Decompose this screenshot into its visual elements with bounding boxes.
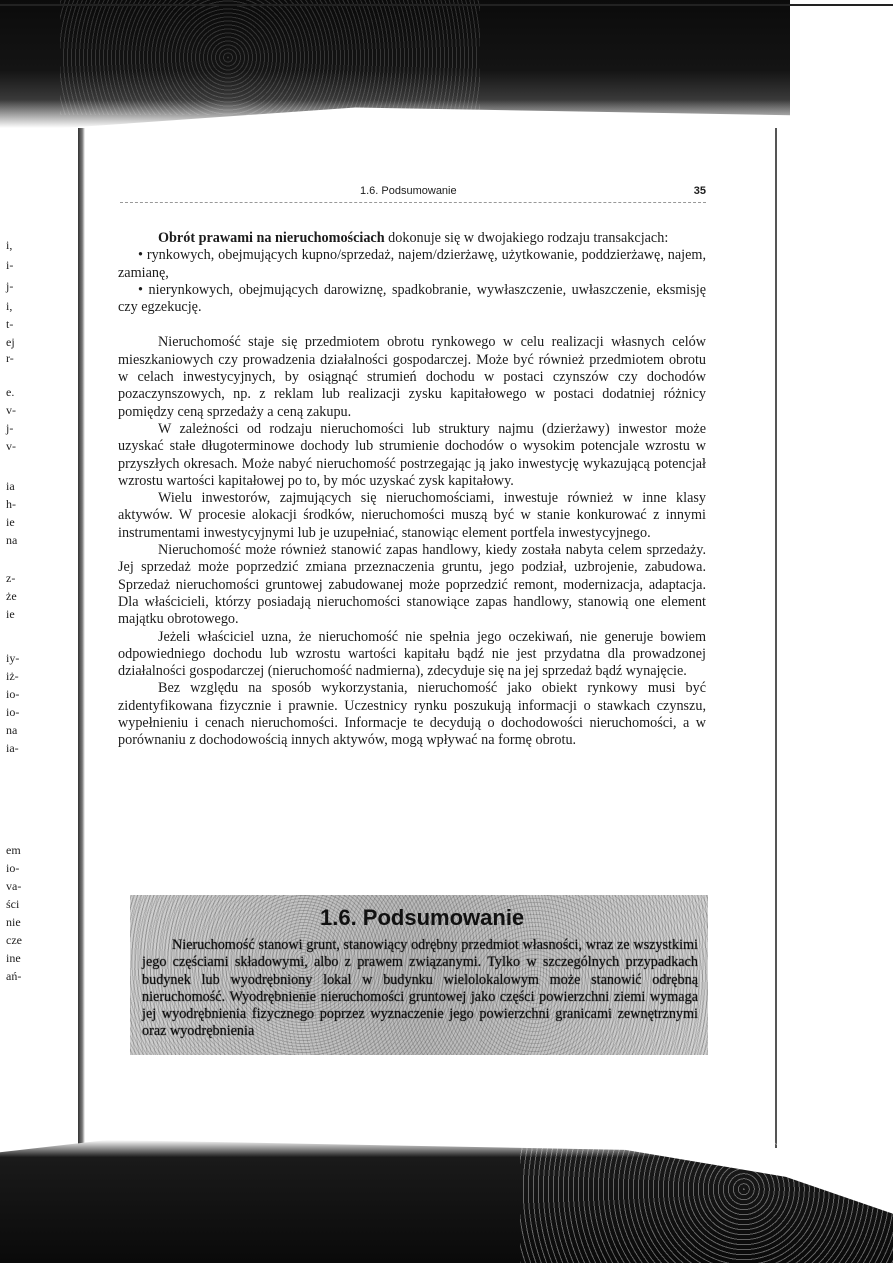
paragraph: Bez względu na sposób wykorzystania, nieruchomość jako obiekt rynkowy musi być zidentyfikowana fizycznie i prawnie. Uczestnicy rynku poszukują informacji o stawkach czynszu, wypełnieniu i cenach nieruchomości. Informacje te decydują o dochodowości nieruchomości, a w porównaniu z dochodowością innych aktywów, mogą wpływać na formę obrotu. xyxy=(118,680,706,749)
paragraph: Nieruchomość może również stanowić zapas handlowy, kiedy została nabyta celem sprzedaży. Jej sprzedaż może poprzedzić zmiana przeznaczenia gruntu, jego podział, uzbrojenie, zabudowa. Sprzedaż nieruchomości gruntowej zabudowanej może poprzedzić remont, modernizacja, adaptacja. Dla właścicieli, którzy posiadają nieruchomości stanowiące zapas handlowy, stanowią one element majątku obrotowego. xyxy=(118,542,706,628)
margin-fragment: io- xyxy=(6,687,20,701)
margin-fragment: na xyxy=(6,533,18,547)
margin-fragment: io- xyxy=(6,861,20,875)
margin-fragment: że xyxy=(6,589,17,603)
margin-fragment: na xyxy=(6,723,18,737)
bullet-item: • nierynkowych, obejmujących darowiznę, spadkobranie, wywłaszczenie, uwłaszczenie, eksmisję czy egzekucję. xyxy=(118,281,706,316)
book-spine-shadow xyxy=(78,128,85,1148)
bold-lead: Obrót prawami na nieruchomościach xyxy=(158,230,385,246)
margin-fragment: ie xyxy=(6,515,15,529)
bullet-item: • rynkowych, obejmujących kupno/sprzedaż, najem/dzierżawę, użytkowanie, poddzierżawę, najem, zamianę, xyxy=(118,247,706,281)
margin-fragment: h- xyxy=(6,497,16,511)
running-header-title: 1.6. Podsumowanie xyxy=(360,185,457,197)
margin-fragment: ej xyxy=(6,335,15,349)
margin-fragment: ine xyxy=(6,951,21,965)
paragraph: W zależności od rodzaju nieruchomości lub struktury najmu (dzierżawy) inwestor może uzyskać stałe długoterminowe dochody lub strumienie dochodów o wysokim potencjale wzrostu w przyszłych okresach. Może nabyć nieruchomość postrzegając ją jako inwestycję wykazującą potencjał wzrostu wartości kapitałowej po to, by móc uzyskać zysk kapitałowy. xyxy=(118,420,706,489)
margin-fragment: iy- xyxy=(6,651,20,665)
margin-fragment: e. xyxy=(6,385,15,399)
margin-fragment: nie xyxy=(6,915,21,929)
margin-fragment: ia- xyxy=(6,741,19,755)
page-number: 35 xyxy=(693,185,706,197)
margin-fragment: cze xyxy=(6,933,22,947)
margin-fragment: v- xyxy=(6,439,16,453)
summary-box xyxy=(130,895,708,1055)
margin-fragment: j- xyxy=(6,421,14,435)
page-right-edge xyxy=(775,128,777,1148)
paragraph-gap xyxy=(118,316,706,334)
body-text xyxy=(118,230,706,750)
summary-text xyxy=(142,937,698,1041)
margin-fragment: ie xyxy=(6,607,15,621)
margin-fragment: z- xyxy=(6,571,16,585)
margin-fragment: j- xyxy=(6,279,14,293)
margin-fragment: i, xyxy=(6,299,13,313)
margin-fragment: iż- xyxy=(6,669,19,683)
summary-paragraph: Nieruchomość stanowi grunt, stanowiący odrębny przedmiot własności, wraz ze wszystkimi jego częściami składowymi, albo z prawem związanymi. Tylko w szczególnych przypadkach budynek lub wyodrębniony lokal w budynku wielolokalowym może stanowić odrębną nieruchomość. Wyodrębnienie nieruchomości gruntowej jako części powierzchni ziemi wymaga jej wyodrębnienia fizycznego poprzez wyznaczenie jego powierzchni granicami zewnętrznymi oraz wyodrębnienia xyxy=(142,937,698,1040)
margin-fragment: i- xyxy=(6,258,14,272)
margin-fragment: em xyxy=(6,843,21,857)
margin-fragment: va- xyxy=(6,879,22,893)
paragraph: Nieruchomość staje się przedmiotem obrotu rynkowego w celu realizacji własnych celów mieszkaniowych czy prowadzenia działalności gospodarczej. Może być również przedmiotem obrotu w celach inwestycyjnych, by osiągnąć strumień dochodu w postaci czynszów czy dochodów pozaczynszowych, np. z reklam lub realizacji zysku kapitałowego w postaci dodatniej różnicy pomiędzy ceną sprzedaży a ceną zakupu. xyxy=(118,334,706,420)
header-rule xyxy=(120,202,706,203)
margin-fragment: ści xyxy=(6,897,20,911)
paragraph: Jeżeli właściciel uzna, że nieruchomość nie spełnia jego oczekiwań, nie generuje bowiem odpowiedniego dochodu lub wzrostu wartości kapitału bądź nie jest przydatna dla prowadzonej działalności gospodarczej (nieruchomość nadmierna), zdecyduje się na jej sprzedaż bądź wynajęcie. xyxy=(118,628,706,680)
paragraph: Wielu inwestorów, zajmujących się nieruchomościami, inwestuje również w inne klasy aktywów. W procesie alokacji środków, nieruchomości muszą być w stanie konkurować z innymi instrumentami inwestycyjnymi lub je uzupełniać, stanowiąc element portfela inwestycyjnego. xyxy=(118,490,706,541)
running-header xyxy=(120,185,706,203)
margin-fragment: t- xyxy=(6,317,14,331)
margin-fragment: v- xyxy=(6,403,16,417)
margin-fragment: io- xyxy=(6,705,20,719)
scan-noise-top xyxy=(60,0,480,115)
scan-edge-line xyxy=(0,4,893,6)
summary-heading: 1.6. Podsumowanie xyxy=(320,905,525,930)
margin-fragment: r- xyxy=(6,351,14,365)
margin-fragment: ia xyxy=(6,479,15,493)
margin-fragment: ań- xyxy=(6,969,22,983)
margin-fragment: i, xyxy=(6,238,13,252)
paragraph xyxy=(118,230,706,247)
scan-noise-bottom xyxy=(520,1140,893,1263)
paragraph-text: dokonuje się w dwojakiego rodzaju transakcjach: xyxy=(384,230,669,246)
